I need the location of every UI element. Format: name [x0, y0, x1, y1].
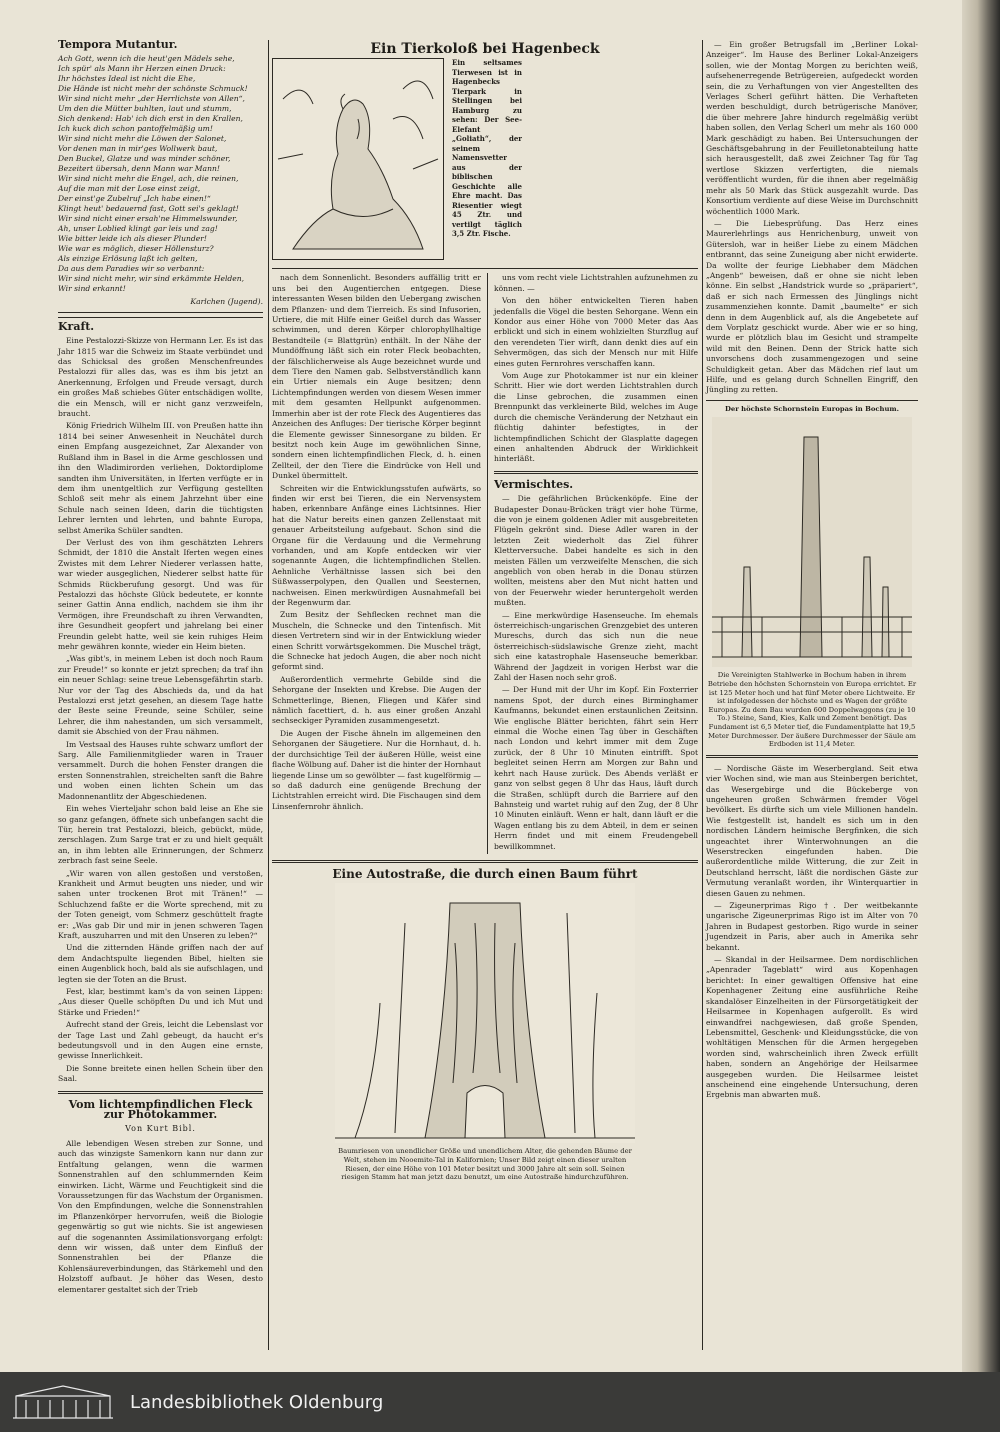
paragraph: Fest, klar, bestimmt kam's da von seinen Lippen: „Aus dieser Quelle schöpften Du und ich Mut und Stärke und Frieden!“ — [58, 987, 263, 1017]
paragraph: Zum Besitz der Sehflecken rechnet man die Muscheln, die Schnecke und den Tintenfisch. Mit diesen Vertretern sind wir in der Entwicklung wieder einen Schritt vorwärtsgekommen. Die Muschel trägt, die Schnecke hat jedoch Augen, die aber noch nicht geformt sind. — [272, 610, 481, 672]
poem-title: Tempora Mutantur. — [58, 38, 178, 51]
paragraph: Ein wehes Vierteljahr schon bald leise an Ehe sie so ganz gefangen, öffnete sich unbefangen sacht die Tür, herein trat Pestalozzi, bleich, gebückt, müde, zerschlagen. Zum Sarge trat er zu und hielt gequält an, in ihm lebten alle Erinnerungen, der Schmerz zerbrach fast seine Seele. — [58, 804, 263, 866]
paragraph: nach dem Sonnenlicht. Besonders auffällig tritt er uns bei den Augentierchen entgegen. Diese interessanten Wesen bilden den Uebergang zwischen dem Pflanzen- und dem Tierreich. Es sind Infusorien, Urtiere, die mit Hilfe einer Geißel durch das Wasser schwimmen, und deren Körper chlorophyllhaltige Bestandteile (= Blattgrün) enthält. In der Nähe der Mundöffnung läßt sich ein roter Fleck beobachten, der fälschlicherweise als Auge bezeichnet wurde und dem Tiere den Namen gab. Selbstverständlich kann ein Urtier niemals ein Auge besitzen; denn Lichtempfindungen werden von diesem Wesen immer mit dem gesamten Hellpunkt aufgenommen. Immerhin aber ist der rote Fleck des Augentieres das Anzeichen des Anfluges: Der tierische Körper beginnt die Elemente gewisser Sinnesorgane zu bilden. Er besitzt noch kein Auge im gewöhnlichen Sinne, sondern einen lichtempfindlichen Fleck, d. h. einen Zellteil, der den Tiere die Eindrücke von Hell und Dunkel übermittelt. — [272, 273, 481, 481]
poem-line: Ihr höchstes Ideal ist nicht die Ehe, — [58, 74, 196, 84]
fleck-article — [58, 1139, 263, 1295]
poem-line: Ich spür' als Mann ihr Herzen einen Druck: — [58, 64, 226, 74]
paragraph: Die Augen der Fische ähneln im allgemeinen den Sehorganen der Säugetiere. Nur die Hornhaut, d. h. der durchsichtige Teil der äußeren Hülle, weist eine flache Wölbung auf. Daher ist die hinter der Hornhaut liegende Linse um so gewölbter — fast kugelförmig — so daß dadurch eine genügende Brechung der Lichtstrahlen erreicht wird. Die Fischaugen sind dem Linsenfernrohr ähnlich. — [272, 728, 481, 811]
poem-line: Ich kuck dich schon pantoffelmäßig um! — [58, 124, 213, 134]
tierkoloss-caption: Ein seltsames Tierwesen ist in Hagenbecks Tierpark in Stellingen bei Hamburg zu sehen: Der See-Elefant „Goliath“, der seinem Namensvetter aus der biblischen Geschichte alle Ehre macht. Das Riesentier wiegt 45 Ztr. und vertilgt täglich 3,5 Ztr. Fische. — [452, 58, 522, 239]
paragraph: — Zigeunerprimas Rigo †. Der weitbekannte ungarische Zigeunerprimas Rigo ist im Alter von 70 Jahren in Budapest gestorben. Rigo wurde in seiner Jugendzeit in Paris, aber auch in Amerika sehr bekannt. — [706, 901, 918, 952]
poem-line: Wir sind erkannt! — [58, 284, 126, 294]
paragraph: Der Verlust des von ihm geschätzten Lehrers Schmidt, der 1810 die Anstalt Iferten wegen eines Zwistes mit dem Lehrer Niederer verlassen hatte, war wieder ausgeglichen, Niederer selbst hatte für Schmids Rückberufung gesorgt. Und was für Pestalozzi das höchste Glück bedeutete, er konnte seiner Gattin Anna endlich, nachdem sie ihm ihr Vermögen, ihre Freundschaft zu ihren Verwandten, ihre Gesundheit geopfert und jahrelang bei einer Freundin gelebt hatte, weil sie kein ruhiges Heim mehr gewähren konnte, wieder ein Heim bieten. — [58, 537, 263, 651]
divider — [58, 312, 263, 313]
poem-line: Wie bitter leide ich als dieser Plunder! — [58, 234, 207, 244]
divider — [706, 755, 918, 758]
poem-line: Ach Gott, wenn ich die heut'gen Mädels sehe, — [58, 54, 235, 64]
footer-bar — [0, 1372, 1000, 1432]
poem-line: Der einst'ge Zubelruf „Ich habe einen!“ — [58, 194, 211, 204]
chimney-illustration — [712, 417, 912, 667]
poem-line: Klingt heut' bedauernd fast, Gott sei's geklagt! — [58, 204, 239, 214]
redwood-tree-illustration — [335, 883, 635, 1143]
paragraph: König Friedrich Wilhelm III. von Preußen hatte ihn 1814 bei seiner Anwesenheit in Neuchâtel durch einen Empfang ausgezeichnet, Zar Alexander von Rußland ihm in Basel in die Arme geschlossen und ihn den Wladimirorden verliehen, Doktordiplome sandten ihm Universitäten, in Iferten verfügte er in dem ihm unentgeltlich zur Verfügung gestellten Schloß seit mehr als einem Jahrzehnt über eine Schule nach seinen Ideen, darin die tüchtigsten Lehrer lernten und lehrten, und bahnte Europa, selbst Amerika Schüler sandten. — [58, 421, 263, 535]
poem-line: Bezeitert übersah, denn Mann war Mann! — [58, 164, 220, 174]
poem-line: Vor denen man in mir'ges Wollwerk baut, — [58, 144, 218, 154]
divider — [58, 1091, 263, 1094]
paragraph: Aufrecht stand der Greis, leicht die Lebenslast vor der Tage Last und Zahl gebeugt, da haucht er's bedeutungsvoll und in den Augen eine ernste, gewisse Innerlichkeit. — [58, 1020, 263, 1061]
divider — [494, 471, 698, 474]
column-left — [58, 36, 263, 1356]
poem-line: Den Buckel, Glatze und was minder schöner, — [58, 154, 231, 164]
divider — [706, 400, 918, 401]
paragraph: — Die Liebesprüfung. Das Herz eines Maurerlehrlings aus Henrichenburg, unweit von Gütersloh, war in heißer Liebe zu einem Mädchen entbrannt, das seine Zuneigung aber nicht erwiderte. Da wollte der feurige Liebhaber dem Mädchen „Angenb“ beweisen, daß er ohne sie nicht leben könne. Ein selbst „Handstrick wurde so „präpariert“, daß er sich nach Ermessen des Jünglings nicht zusammenziehen konnte. Damit „baumelte“ er sich denn in dem Augenblick auf, als die Angebetete auf dem Vorplatz geschickt wurde. Aber wie er so hing, wurde er plötzlich blau im Gesicht und strampelte wild mit den Beinen. Denn der Strick hatte sich unvorschens doch zusammengezogen und seine Schuldigkeit getan. Aber das Mädchen rief laut um Hilfe, und es gelang durch Schnellen Eingriff, den Jüngling zu retten. — [706, 218, 918, 395]
poem-line: Da aus dem Paradies wir so verbannt: — [58, 264, 205, 274]
page-edge — [962, 0, 1000, 1372]
poem-line: Die Hände ist nicht mehr der schönste Schmuck! — [58, 84, 248, 94]
paragraph: Und die zitternden Hände griffen nach der auf dem Andachtspulte liegenden Bibel, hielten sie einen Augenblick hoch, bald als sie aufschlagen, und legten sie der Toten an die Brust. — [58, 943, 263, 984]
poem-body — [58, 54, 263, 294]
paragraph: „Was gibt's, in meinem Leben ist doch noch Raum zur Freude!“ so konnte er jetzt sprechen; da traf ihn ein neuer Schlag: seine treue Lebensgefährtin starb. Nur vor der Tag des Abschieds da, und da hat Pestalozzi erst jetzt gesehen, an diesem Tage hatte der Beste seine Freunde, seine Schüler, seine Lehrer, die ihm nahestanden, um sich versammelt, damit sie Abschied von der Frau nähmen. — [58, 654, 263, 737]
poem-line: Um den die Mütter buhlten, laut und stumm, — [58, 104, 232, 114]
paragraph: — Der Hund mit der Uhr im Kopf. Ein Foxterrier namens Spot, der durch eines Birminghamer Kaufmanns, bekundet einen erstaunlichen Zeitsinn. Wie englische Blätter berichten, fährt sein Herr einmal die Woche einen Tag über in Geschäften nach London und kehrt immer mit dem Zuge zurück, der 8 Uhr 10 Minuten eintrifft. Spot begleitet seinen Herrn am Morgen zur Bahn und kehrt nach Hause zurück. Des Abends verläßt er ganz von selbst gegen 8 Uhr das Haus, läuft durch die Straßen, schlüpft durch die Barriere auf den Bahnsteig und wartet ruhig auf den Zug, der 8 Uhr 10 Minuten einläuft. Wenn er halt, dann läuft er die Wagen entlang bis zu dem Abteil, in dem er seinen Herrn findet und mit einem Freudengebell bewillkommnet. — [493, 685, 698, 851]
paragraph: Alle lebendigen Wesen streben zur Sonne, und auch das winzigste Samenkorn kann nur dann zur Entfaltung gelangen, wenn die warmen Sonnenstrahlen auf den schlummernden Keim einwirken. Licht, Wärme und Feuchtigkeit sind die Voraussetzungen für das Wachstum der Organismen. Von den Empfindungen, welche die Sonnenstrahlen im Pflanzenkörper hervorrufen, weiß die Biologie gegenwärtig so gut wie nichts. Sie ist angewiesen auf die sogenannten Assimilationsvorgang erfolgt: denn wir wissen, daß unter dem Einfluß der Sonnenstrahlen bei der Pflanze die Kohlensäureverbindungen, das Stärkemehl und den Holzstoff aufbaut. Je höher das Wesen, desto elementarer gestaltet sich der Trieb — [58, 1138, 263, 1294]
poem-line: Als einzige Erlösung laßt ich gelten, — [58, 254, 198, 264]
right-articles-bottom — [706, 764, 918, 1101]
column-rule — [702, 40, 703, 1350]
tierkoloss-title: Ein Tierkoloß bei Hagenbeck — [370, 41, 600, 57]
right-articles-top — [706, 40, 918, 396]
paragraph: — Die gefährlichen Brückenköpfe. Eine der Budapester Donau-Brücken trägt vier hohe Türme, die von je einem goldenen Adler mit ausgebreiteten Flügeln gekrönt sind. Diese Adler waren in der letzten Zeit wiederholt das Ziel führer Kletterversuche. Dabei handelte es sich in den meisten Fällen um verzweifelte Menschen, die sich angeblich von oben herab in die Donau stürzen wollten, meistens aber den Mut nicht hatten und von der Feuerwehr wieder heruntergeholt werden mußten. — [493, 494, 698, 608]
paragraph: Von den höher entwickelten Tieren haben jedenfalls die Vögel die besten Sehorgane. Wenn ein Kondor aus einer Höhe von 7000 Meter das Aas erblickt und sich in einem wohlzielten Sturzflug auf den verendeten Tier wirft, dann denkt dies auf ein Sehvermögen, das sich der Mensch nur mit Hilfe eines guten Fernrohres verschaffen kann. — [493, 296, 698, 368]
paragraph: Die Sonne breitete einen hellen Schein über den Saal. — [58, 1063, 263, 1084]
divider — [272, 860, 698, 863]
poem-line: Wir sind nicht mehr, wir sind erkämmte Helden, — [58, 274, 245, 284]
column-right — [706, 40, 918, 1360]
paragraph: Vom Auge zur Photokammer ist nur ein kleiner Schritt. Hier wie dort werden Lichtstrahlen durch die Linse gebrochen, die zusammen einen Brennpunkt das verkleinerte Bild, welches im Auge durch die chemische Veränderung der Netzhaut ein flüchtig dahinter befestigtes, in der lichtempfindlichen Schicht der Glasplatte dagegen einen anhaltenden Abdruck der Wirklichkeit hinterläßt. — [493, 371, 698, 464]
column-rule — [268, 40, 269, 1350]
photo-article-right — [494, 273, 698, 464]
poem-line: Sich denkend: Hab' ich dich erst in den Krallen, — [58, 114, 243, 124]
library-name: Landesbibliothek Oldenburg — [130, 1391, 384, 1413]
paragraph: uns vom recht viele Lichtstrahlen aufzunehmen zu können. — — [493, 273, 698, 293]
poem-line: Auf die man mit der Lose einst zeigt, — [58, 184, 201, 194]
poem-line: Wie war es möglich, dieser Höllensturz? — [58, 244, 214, 254]
fleck-title: Vom lichtempfindlichen Fleck zur Photokammer. — [68, 1097, 253, 1122]
paragraph: — Nordische Gäste im Weserbergland. Seit etwa vier Wochen sind, wie man aus Steinbergen berichtet, das Wesergebirge und die Bückeberge von ungeheuren großen Schwärmen fremder Vögel bevölkert. Es dürfte sich um viele Millionen handeln. Wie festgestellt ist, handelt es sich um in den nordischen Ländern heimische Bergfinken, die sich ungeachtet ihrer Winterwohnungen an die Weserstrecken eingefunden haben. Die außerordentliche milde Witterung, die zur Zeit in Deutschland herrscht, läßt die nordischen Gäste zur Vermutung veranlaßt worden, ihr Winterquartier in diesen Gauen zu nehmen. — [706, 763, 918, 898]
kraft-article — [58, 336, 263, 1084]
paragraph: Im Vestsaal des Hauses ruhte schwarz umflort der Sarg. Alle Familienmitglieder waren in Trauer versammelt. Durch die hohen Fenster drangen die ersten Sonnenstrahlen, streichelten sanft die Bahre und woben einen lichten Schein um das Madonnenantlitz der Abgeschiedenen. — [58, 739, 263, 801]
poem-line: Wir sind nicht mehr die Löwen der Salonet, — [58, 134, 227, 144]
paragraph: Außerordentlich vermehrte Gebilde sind die Sehorgane der Insekten und Krebse. Die Augen der Schmetterlinge, Bienen, Fliegen und Käfer sind nämlich facettiert, d. h. aus einer großen Anzahl sechseckiger Pyramiden zusammengesetzt. — [272, 674, 481, 726]
paragraph: — Ein großer Betrugsfall im „Berliner Lokal-Anzeiger“. Im Hause des Berliner Lokal-Anzeigers sollen, wie der Montag Morgen zu berichten weiß, aufsehenerregende Betrügereien, aufgedeckt worden sein, die zu Verhaftungen von vier Angestellten des Verlages Scherl geführt hätten. Die Verhafteten werden beschuldigt, durch betrügerische Manöver, die über mehrere Jahre hindurch regelmäßig verübt haben sollen, den Verlag Scherl um mehr als 160 000 Mark geschädigt zu haben. Bei Untersuchungen der Geschäftsgebahrung in der Feuilletonabteilung hatte sich herausgestellt, daß zwei Zeichner Tag für Tag wertlose Skizzen verfertigten, die niemals veröffentlicht wurden, für die ihnen aber regelmäßig mehr als 50 Mark das Stück ausgezahlt wurde. Das Konsortium verdiente auf diese Weise im Durchschnitt wöchentlich 1000 Mark. — [706, 40, 918, 216]
divider — [272, 268, 698, 269]
vermischtes-article — [494, 494, 698, 852]
divider — [58, 317, 263, 318]
poem-line: Wir sind nicht mehr die Engel, ach, die reinen, — [58, 174, 239, 184]
poem-line: Wir sind nicht mehr „der Herrlichste von Allen“, — [58, 94, 245, 104]
paragraph: — Eine merkwürdige Hasenseuche. Im ehemals österreichisch-ungarischen Grenzgebiet des unteren Mureschs, durch das sich nun die neue österreichisch-südslawische Grenze zieht, macht sich eine katastrophale Hasenseuche bemerkbar. Während der Jagdzeit in vorigen Herbst war die Zahl der Hasen noch sehr groß. — [493, 610, 698, 683]
column-middle — [272, 40, 698, 1360]
paragraph: „Wir waren von allen gestoßen und verstoßen, Krankheit und Armut beugten uns nieder, und wir sahen unter trockenen Brot mit Tränen!“ — Schluchzend faßte er die Worte sprechend, mit zu der Toten geneigt, vom Schmerz geschüttelt fragte er: „Was gab Dir und mir in jenen schweren Tagen Kraft, auszuharren und mit den Unseren zu leben?“ — [58, 868, 263, 940]
vermischtes-title: Vermischtes. — [493, 477, 574, 491]
poem-line: Ah, unser Loblied klingt gar leis und zag! — [58, 224, 218, 234]
library-building-icon — [8, 1382, 118, 1422]
poem-line: Wir sind nicht einer ersah'ne Himmelswunder, — [58, 214, 238, 224]
fleck-author: Von Kurt Bibl. — [125, 1124, 196, 1134]
autostrasse-title: Eine Autostraße, die durch einen Baum führt — [332, 866, 638, 881]
schornstein-caption: Die Vereinigten Stahlwerke in Bochum haben in ihrem Betriebe den höchsten Schornstein von Europa errichtet. Er ist 125 Meter hoch und hat fünf Meter obere Lichtweite. Er ist infolgedessen der höchste und es Wagen der größte Europas. Zu dem Bau wurden 600 Doppelwaggons (zu je 10 To.) Steine, Sand, Kies, Kalk und Zement benötigt. Das Fundament ist 6,5 Meter tief, die Fundamentplatte hat 19,5 Meter Durchmesser. Der äußere Durchmesser der Säule am Erdboden ist 11,4 Meter. — [707, 671, 917, 749]
paragraph: Schreiten wir die Entwicklungsstufen aufwärts, so finden wir erst bei Tieren, die ein Nervensystem haben, erkennbare Anfänge eines Lichtsinnes. Hier hat die Natur bereits einen ganzen Zellenstaat mit genauer Arbeitsteilung aufgebaut. Schon sind die Organe für die Verdauung und die Vermehrung vorhanden, und am Kopfe entdecken wir vier sogenannte Augen, die lichtempfindlichen Stellen. Aehnliche Verhältnisse lassen sich bei den Süßwasserpolypen, den Quallen und Seesternen, nachweisen. Einen merkwürdigen Ausnahmefall bei der Regenwurm dar. — [272, 483, 481, 607]
autostrasse-caption: Baumriesen von unendlicher Größe und unendlichem Alter, die gehenden Bäume der Welt, stehen im Nooemite-Tal in Kalifornien; Unser Bild zeigt einen dieser uralten Riesen, der eine Höhe von 101 Meter besitzt und 3000 Jahre alt sein soll. Seinen riesigen Stamm hat man jetzt dazu benutzt, um eine Autostraße hindurchzuführen. — [338, 1147, 632, 1182]
kraft-title: Kraft. — [58, 319, 95, 333]
paragraph: Eine Pestalozzi-Skizze von Hermann Ler. Es ist das Jahr 1815 war die Schweiz im Staate verbündet und das Schicksal des großen Menschenfreundes Pestalozzi für alles das, was es ihm bis jetzt an Anerkennung, Erfolgen und Freude versagt, durch ein großes Maß schiebes Güter entschädigen wollte, die ein Mensch, will er nicht ganz verzweifeln, braucht. — [58, 336, 263, 419]
schornstein-title: Der höchste Schornstein Europas in Bochum. — [725, 404, 899, 413]
paragraph: — Skandal in der Heilsarmee. Dem nordischlichen „Apenrader Tageblatt“ wird aus Kopenhagen berichtet: In einer gewaltigen Offensive hat eine Kopenhagener Zeitung eine ausführliche Reihe skandalöser Einzelheiten in der Fürsorgetätigkeit der Heilsarmee in Kopenhagen aufgerollt. Es wird einwandfrei nachgewiesen, daß große Spenden, Lebensmittel, Geschenk- und Kleidungsstücke, die von wohltätigen Menschen für die Armen hergegeben worden sind, wahrscheinlich ihren Zweck erfüllt haben, sondern an Angehörige der Heilsarmee ausgegeben wurden. Die Heilsarmee leistet anscheinend eine eingehende Untersuchung, deren Ergebnis man abwarten muß. — [706, 955, 918, 1100]
sea-elephant-illustration — [272, 58, 444, 260]
poem-author: Karlchen (Jugend). — [190, 297, 263, 307]
photo-article-left — [272, 273, 481, 854]
